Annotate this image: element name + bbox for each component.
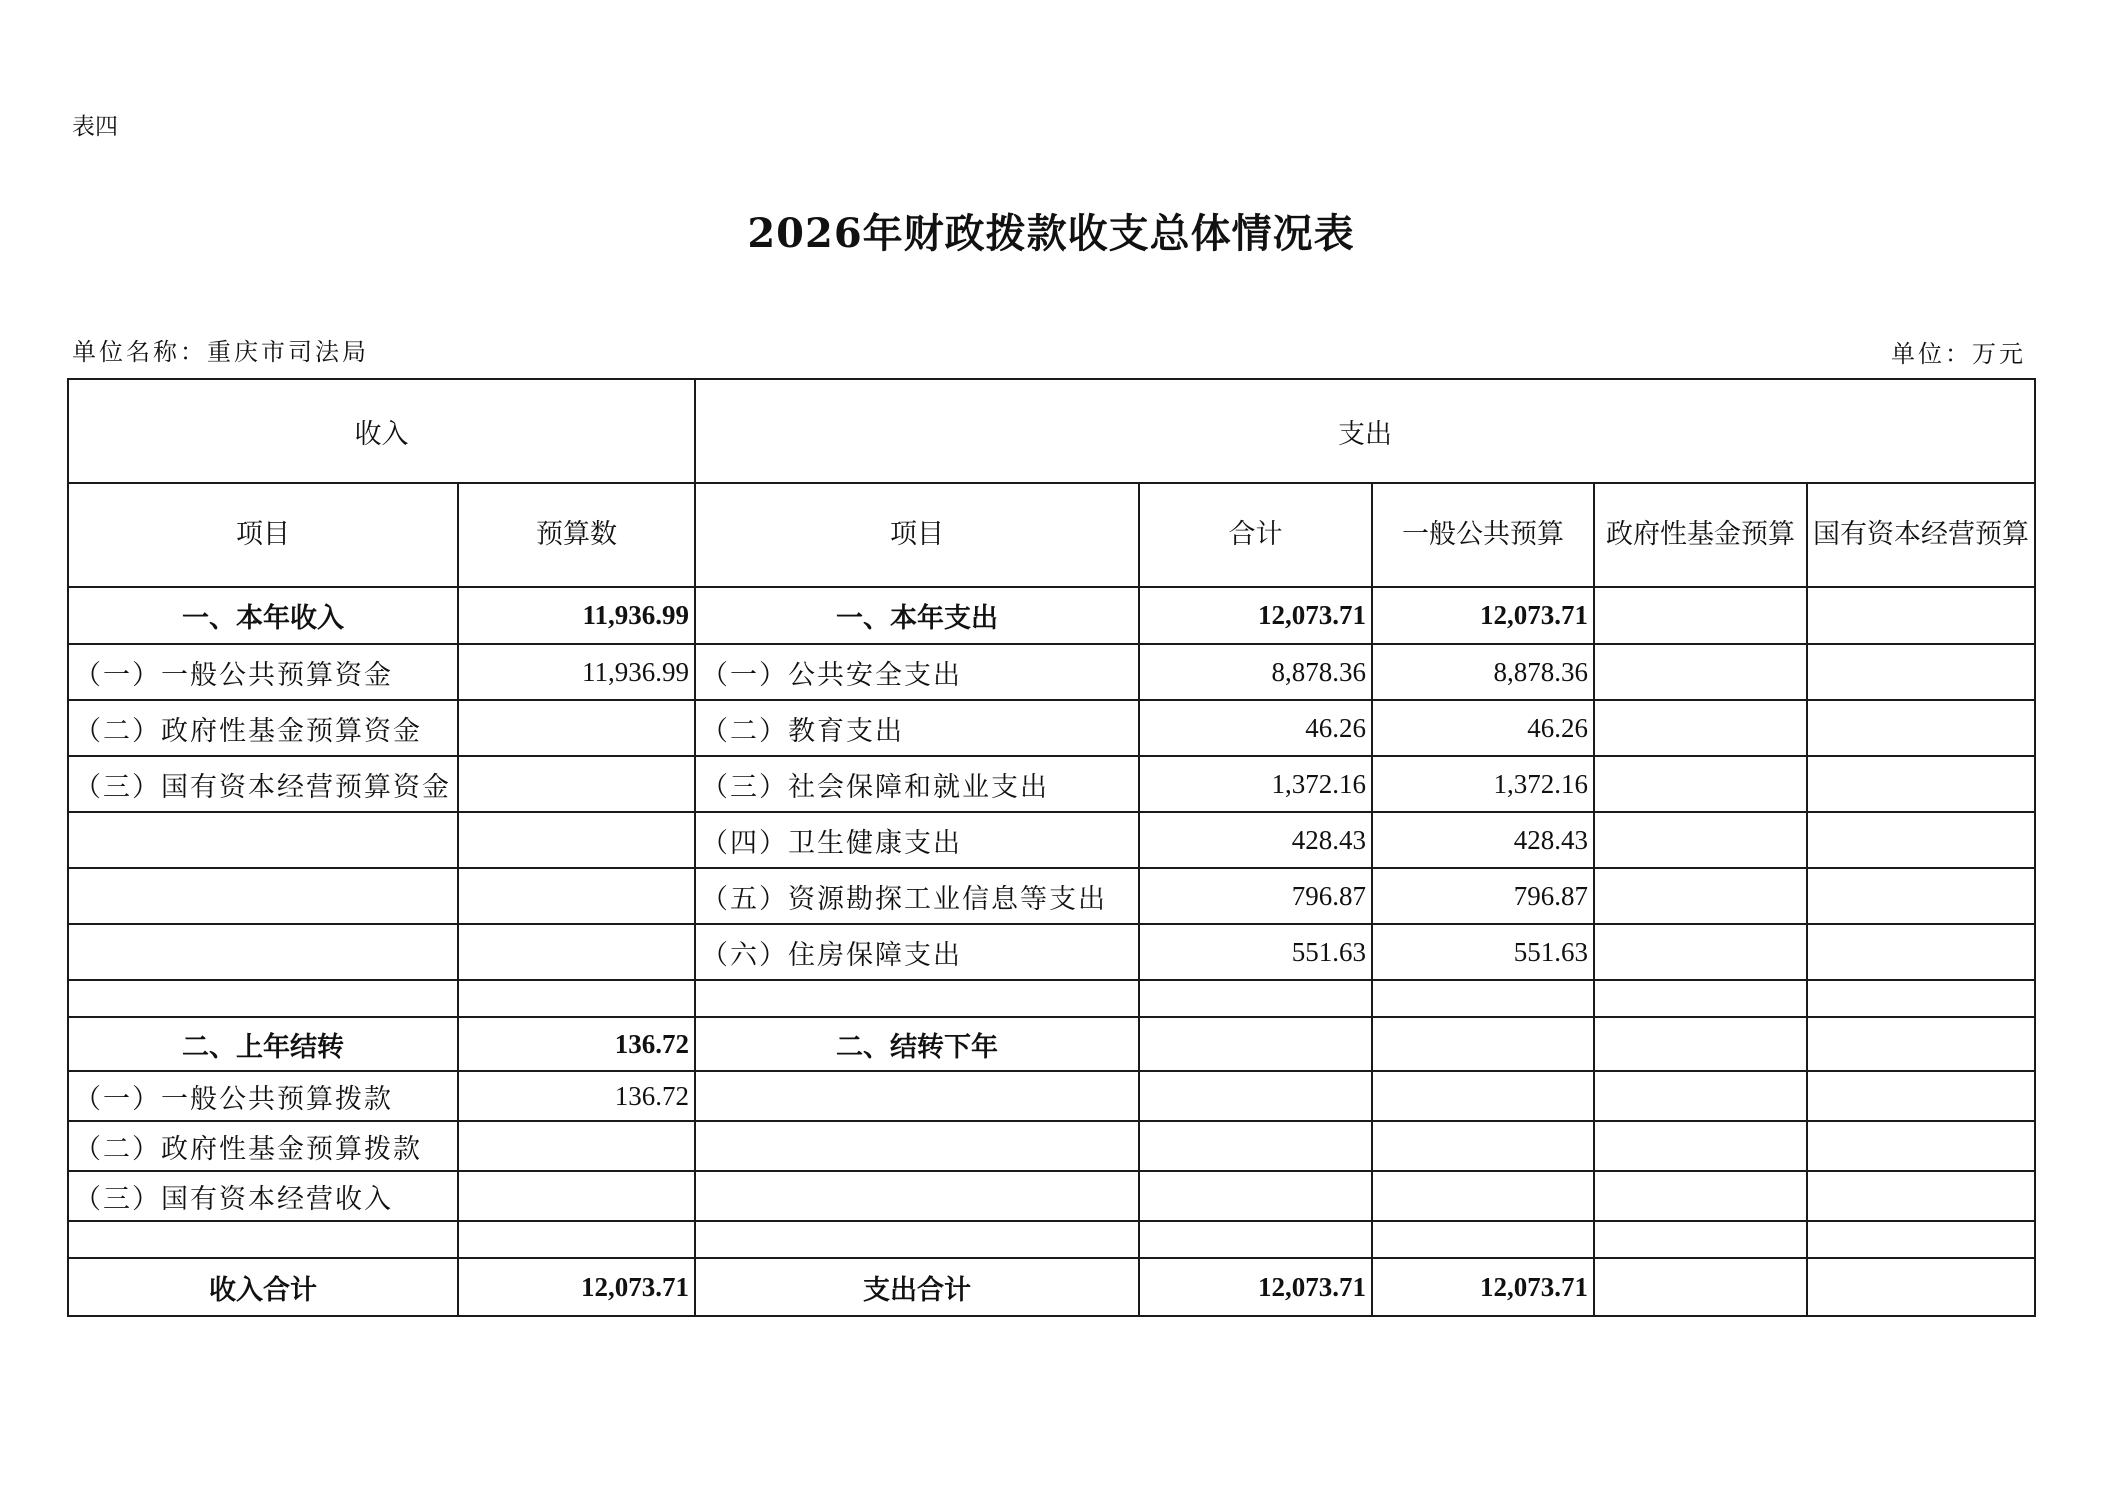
income-amount-cell	[458, 1121, 695, 1171]
expense-total-label: 支出合计	[695, 1258, 1139, 1316]
table-row	[68, 812, 2035, 868]
total-cell	[1139, 1071, 1372, 1121]
general-cell	[1372, 1071, 1594, 1121]
state-capital-total-cell	[1807, 1258, 2035, 1316]
total-cell: 46.26	[1139, 700, 1372, 756]
income-amount-cell	[458, 868, 695, 924]
income-item-header: 项目	[68, 483, 458, 587]
fund-cell	[1594, 1121, 1807, 1171]
expense-item-cell: 一、本年支出	[695, 587, 1139, 644]
total-cell: 8,878.36	[1139, 644, 1372, 700]
general-cell	[1372, 980, 1594, 1017]
table-row	[68, 980, 2035, 1017]
state-capital-cell	[1807, 868, 2035, 924]
state-capital-cell	[1807, 980, 2035, 1017]
general-cell: 428.43	[1372, 812, 1594, 868]
general-total-cell: 12,073.71	[1372, 1258, 1594, 1316]
total-cell: 12,073.71	[1139, 587, 1372, 644]
fund-cell	[1594, 756, 1807, 812]
expense-item-cell	[695, 1121, 1139, 1171]
income-budget-header: 预算数	[458, 483, 695, 587]
general-budget-header: 一般公共预算	[1372, 483, 1594, 587]
general-cell: 8,878.36	[1372, 644, 1594, 700]
column-header-row	[68, 483, 2035, 587]
document-title: 2026年财政拨款收支总体情况表	[747, 210, 1355, 257]
income-item-cell	[68, 980, 458, 1017]
fund-total-cell	[1594, 1258, 1807, 1316]
expense-item-cell	[695, 1071, 1139, 1121]
table-row	[68, 756, 2035, 812]
budget-table	[67, 378, 2036, 1317]
income-item-cell: （三）国有资本经营预算资金	[68, 756, 458, 812]
state-capital-cell	[1807, 1221, 2035, 1258]
group-header-row	[68, 379, 2035, 483]
fund-cell	[1594, 700, 1807, 756]
income-amount-cell	[458, 1221, 695, 1258]
state-capital-cell	[1807, 1071, 2035, 1121]
general-cell	[1372, 1171, 1594, 1221]
expense-item-cell: （一）公共安全支出	[695, 644, 1139, 700]
table-row	[68, 1171, 2035, 1221]
table-row	[68, 1017, 2035, 1071]
total-cell	[1139, 980, 1372, 1017]
income-item-cell: 一、本年收入	[68, 587, 458, 644]
state-capital-cell	[1807, 756, 2035, 812]
state-capital-cell	[1807, 644, 2035, 700]
fund-budget-header: 政府性基金预算	[1594, 483, 1807, 587]
state-capital-cell	[1807, 812, 2035, 868]
general-cell	[1372, 1121, 1594, 1171]
state-capital-cell	[1807, 924, 2035, 980]
state-capital-cell	[1807, 1171, 2035, 1221]
income-amount-cell: 11,936.99	[458, 587, 695, 644]
fund-cell	[1594, 1171, 1807, 1221]
table-number: 表四	[72, 114, 118, 140]
table-row	[68, 1221, 2035, 1258]
income-total-amount: 12,073.71	[458, 1258, 695, 1316]
fund-cell	[1594, 1017, 1807, 1071]
total-cell: 1,372.16	[1139, 756, 1372, 812]
fund-cell	[1594, 1221, 1807, 1258]
expense-item-cell	[695, 1171, 1139, 1221]
total-header: 合计	[1139, 483, 1372, 587]
general-cell: 46.26	[1372, 700, 1594, 756]
expense-item-cell	[695, 1221, 1139, 1258]
income-amount-cell	[458, 1171, 695, 1221]
fund-cell	[1594, 587, 1807, 644]
general-cell: 12,073.71	[1372, 587, 1594, 644]
total-cell	[1139, 1221, 1372, 1258]
state-capital-cell	[1807, 1017, 2035, 1071]
general-cell: 551.63	[1372, 924, 1594, 980]
table-row	[68, 644, 2035, 700]
expense-item-cell: （二）教育支出	[695, 700, 1139, 756]
state-capital-cell	[1807, 700, 2035, 756]
table-row	[68, 587, 2035, 644]
income-item-cell	[68, 924, 458, 980]
general-cell: 1,372.16	[1372, 756, 1594, 812]
total-cell	[1139, 1121, 1372, 1171]
income-amount-cell	[458, 756, 695, 812]
expense-item-cell	[695, 980, 1139, 1017]
income-item-cell: （一）一般公共预算资金	[68, 644, 458, 700]
expense-item-cell: （三）社会保障和就业支出	[695, 756, 1139, 812]
expense-item-cell: 二、结转下年	[695, 1017, 1139, 1071]
income-amount-cell: 136.72	[458, 1071, 695, 1121]
fund-cell	[1594, 868, 1807, 924]
fund-cell	[1594, 1071, 1807, 1121]
expense-item-cell: （六）住房保障支出	[695, 924, 1139, 980]
income-item-cell	[68, 812, 458, 868]
total-cell: 796.87	[1139, 868, 1372, 924]
total-cell	[1139, 1171, 1372, 1221]
income-amount-cell	[458, 924, 695, 980]
income-item-cell: 二、上年结转	[68, 1017, 458, 1071]
fund-cell	[1594, 644, 1807, 700]
income-amount-cell	[458, 980, 695, 1017]
state-capital-budget-header: 国有资本经营预算	[1807, 483, 2035, 587]
expense-item-cell: （四）卫生健康支出	[695, 812, 1139, 868]
income-item-cell: （二）政府性基金预算拨款	[68, 1121, 458, 1171]
income-group-header: 收入	[68, 379, 695, 483]
unit-name: 单位名称：重庆市司法局	[72, 338, 369, 366]
currency-unit: 单位：万元	[1891, 340, 2026, 368]
income-amount-cell	[458, 700, 695, 756]
expense-group-header: 支出	[695, 379, 2035, 483]
income-amount-cell: 11,936.99	[458, 644, 695, 700]
total-cell: 551.63	[1139, 924, 1372, 980]
table-row	[68, 1121, 2035, 1171]
totals-row	[68, 1258, 2035, 1316]
total-cell: 428.43	[1139, 812, 1372, 868]
income-total-label: 收入合计	[68, 1258, 458, 1316]
table-row	[68, 700, 2035, 756]
table-row	[68, 924, 2035, 980]
fund-cell	[1594, 812, 1807, 868]
general-cell	[1372, 1221, 1594, 1258]
fund-cell	[1594, 980, 1807, 1017]
state-capital-cell	[1807, 1121, 2035, 1171]
general-cell: 796.87	[1372, 868, 1594, 924]
expense-item-header: 项目	[695, 483, 1139, 587]
income-amount-cell	[458, 812, 695, 868]
expense-total-cell: 12,073.71	[1139, 1258, 1372, 1316]
fund-cell	[1594, 924, 1807, 980]
income-item-cell: （一）一般公共预算拨款	[68, 1071, 458, 1121]
income-item-cell: （三）国有资本经营收入	[68, 1171, 458, 1221]
state-capital-cell	[1807, 587, 2035, 644]
general-cell	[1372, 1017, 1594, 1071]
table-row	[68, 1071, 2035, 1121]
table-row	[68, 868, 2035, 924]
income-amount-cell: 136.72	[458, 1017, 695, 1071]
total-cell	[1139, 1017, 1372, 1071]
income-item-cell	[68, 868, 458, 924]
income-item-cell: （二）政府性基金预算资金	[68, 700, 458, 756]
income-item-cell	[68, 1221, 458, 1258]
expense-item-cell: （五）资源勘探工业信息等支出	[695, 868, 1139, 924]
